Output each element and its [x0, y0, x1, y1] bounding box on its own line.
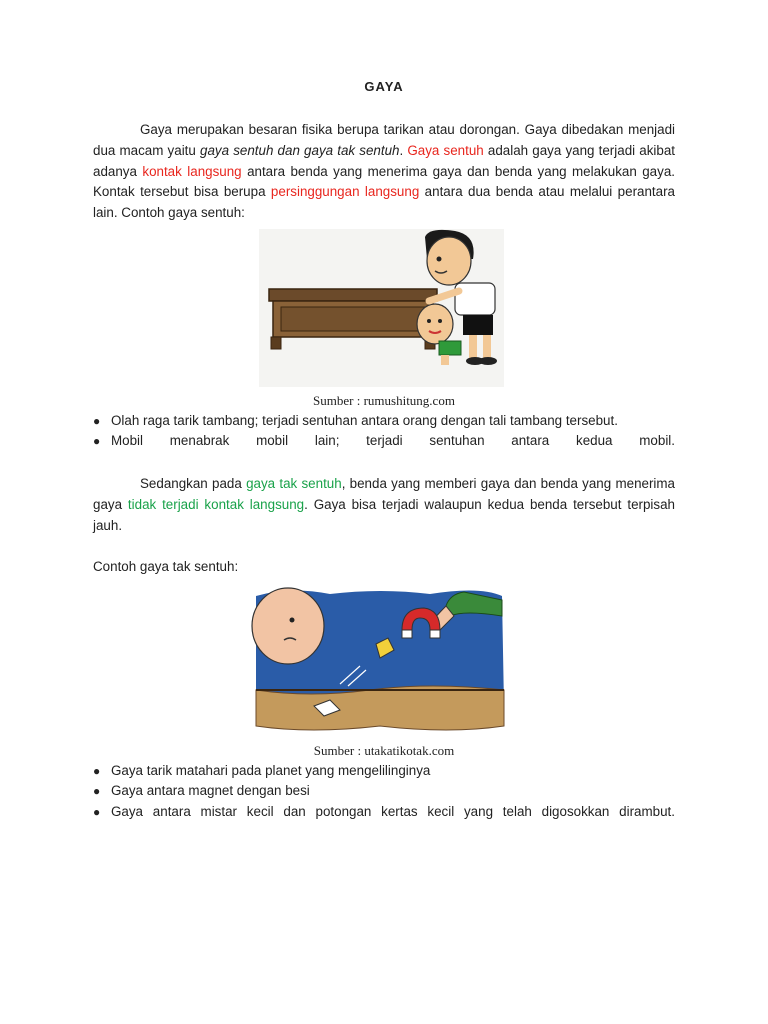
figure-caption: Sumber : utakatikotak.com — [313, 743, 455, 758]
list-item: ● Olah raga tarik tambang; terjadi sentuhan antara orang dengan tali tambang tersebut. — [93, 411, 675, 431]
text: Gaya merupakan besaran fisika berupa tarikan atau dorongan. Gaya dibedakan menjadi dua macam yaitu — [93, 122, 675, 158]
list-item: ● Gaya antara magnet dengan besi — [93, 781, 675, 801]
bullet-icon: ● — [93, 434, 101, 449]
text: , benda yang memberi gaya dan benda yang menerima gaya — [93, 476, 675, 512]
text: Sedangkan pada — [140, 476, 247, 491]
bullet-list-non-contact-examples — [93, 761, 675, 822]
paragraph-intro — [93, 120, 675, 224]
list-item: ● Mobil menabrak mobil lain; terjadi sentuhan antara kedua mobil. — [93, 431, 675, 451]
bullet-icon: ● — [93, 764, 101, 778]
list-item: ● Gaya tarik matahari pada planet yang mengelilinginya — [93, 761, 675, 781]
highlight-gaya-sentuh: Gaya sentuh — [407, 142, 484, 158]
text: . — [399, 142, 408, 158]
highlight-gaya-tak-sentuh: gaya tak sentuh — [246, 476, 342, 491]
paragraph-examples-heading: Contoh gaya tak sentuh: — [93, 559, 239, 574]
bullet-icon: ● — [93, 804, 101, 819]
text: antara dua benda atau melalui perantara lain. Contoh gaya sentuh: — [93, 184, 675, 221]
page-title: GAYA — [364, 79, 404, 94]
figure-caption: Sumber : rumushitung.com — [313, 393, 455, 408]
figure-boy-pushing-table — [259, 229, 504, 387]
italic-text: gaya sentuh dan gaya tak sentuh — [200, 142, 400, 158]
list-item: ● Gaya antara mistar kecil dan potongan kertas kecil yang telah digosokkan dirambut. — [93, 802, 675, 822]
text: adalah gaya yang terjadi akibat adanya — [93, 142, 676, 179]
bullet-icon: ● — [93, 414, 101, 428]
text: . Gaya bisa terjadi walaupun kedua benda tersebut terpisah jauh. — [93, 496, 675, 533]
paragraph-non-contact — [93, 474, 675, 536]
text: antara benda yang menerima gaya dan benda yang melakukan gaya. Kontak tersebut bisa berupa — [93, 163, 675, 200]
figure-magnet-attraction — [250, 586, 508, 734]
highlight-tidak-kontak: tidak terjadi kontak langsung — [127, 496, 305, 512]
highlight-kontak-langsung: kontak langsung — [142, 163, 242, 179]
bullet-icon: ● — [93, 784, 101, 799]
highlight-persinggungan: persinggungan langsung — [270, 184, 420, 200]
bullet-list-contact-examples — [93, 411, 675, 452]
